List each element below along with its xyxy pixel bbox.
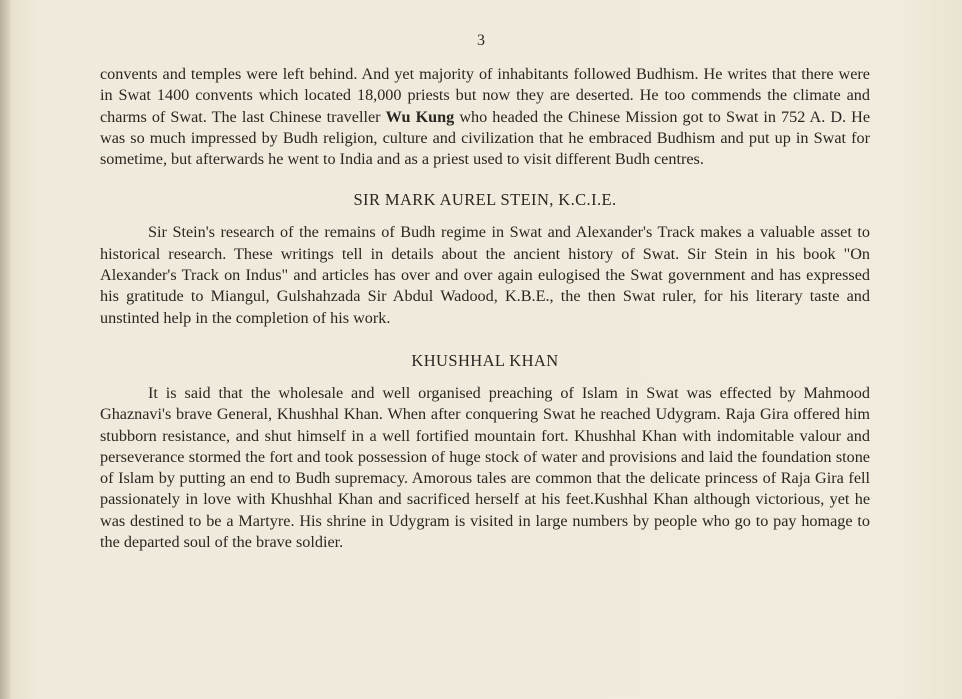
page-content: [100, 64, 870, 553]
intro-text-end: who headed the Chinese Mission got to Swat in 752 A. D. He was so much impressed by Budh religion, culture and civilization that he embraced Budhism and put up in Swat for sometime, but afterwards he went to India and as a priest used to visit different Budh centres.: [100, 107, 871, 169]
page-number: 3: [477, 32, 485, 49]
khushhal-heading: KHUSHHAL KHAN: [411, 350, 559, 370]
stein-paragraph: Sir Stein's research of the remains of Budh regime in Swat and Alexander's Track makes a valuable asset to historical research. These writings tell in details about the ancient history of Swat. Sir Stein in his book "On Alexander's Track on Indus" and articles has over and over again eulogised the Swat government and has expressed his gratitude to Miangul, Gulshahzada Sir Abdul Wadood, K.B.E., the then Swat ruler, for his literary taste and unstinted help in the completion of his work.: [100, 223, 870, 327]
khushhal-paragraph: It is said that the wholesale and well organised preaching of Islam in Swat was effected by Mahmood Ghaznavi's brave General, Khushhal Khan. When after conquering Swat he reached Udygram. Raja Gira offered him stubborn resistance, and shut himself in a well fortified mountain fort. Khushhal Khan with indomitable valour and perseverance stormed the fort and took possession of huge stock of water and provisions and laid the foundation stone of Islam by putting an end to Budh supremacy. Amorous tales are common that the delicate princess of Raja Gira fell passionately in love with Khushhal Khan and sacrificed herself at his feet.Kushhal Khan although victorious, yet he was destined to be a Martyre. His shrine in Udygram is visited in large numbers by people who go to pay homage to the departed soul of the brave soldier.: [100, 383, 870, 552]
book-spine-edge: [0, 0, 10, 699]
page-bottom-margin: [100, 620, 870, 680]
intro-paragraph: [100, 64, 870, 170]
wu-kung-name: Wu Kung: [385, 107, 455, 126]
intro-text-start: convents and temples were left behind. And yet majority of inhabitants followed Budhism. He writes that there were in Swat 1400 convents which located 18,000 priests but now they are deserted. He too commends the climate and charms of Swat. The last Chinese traveller: [100, 65, 870, 126]
stein-heading: SIR MARK AUREL STEIN, K.C.I.E.: [353, 190, 617, 210]
